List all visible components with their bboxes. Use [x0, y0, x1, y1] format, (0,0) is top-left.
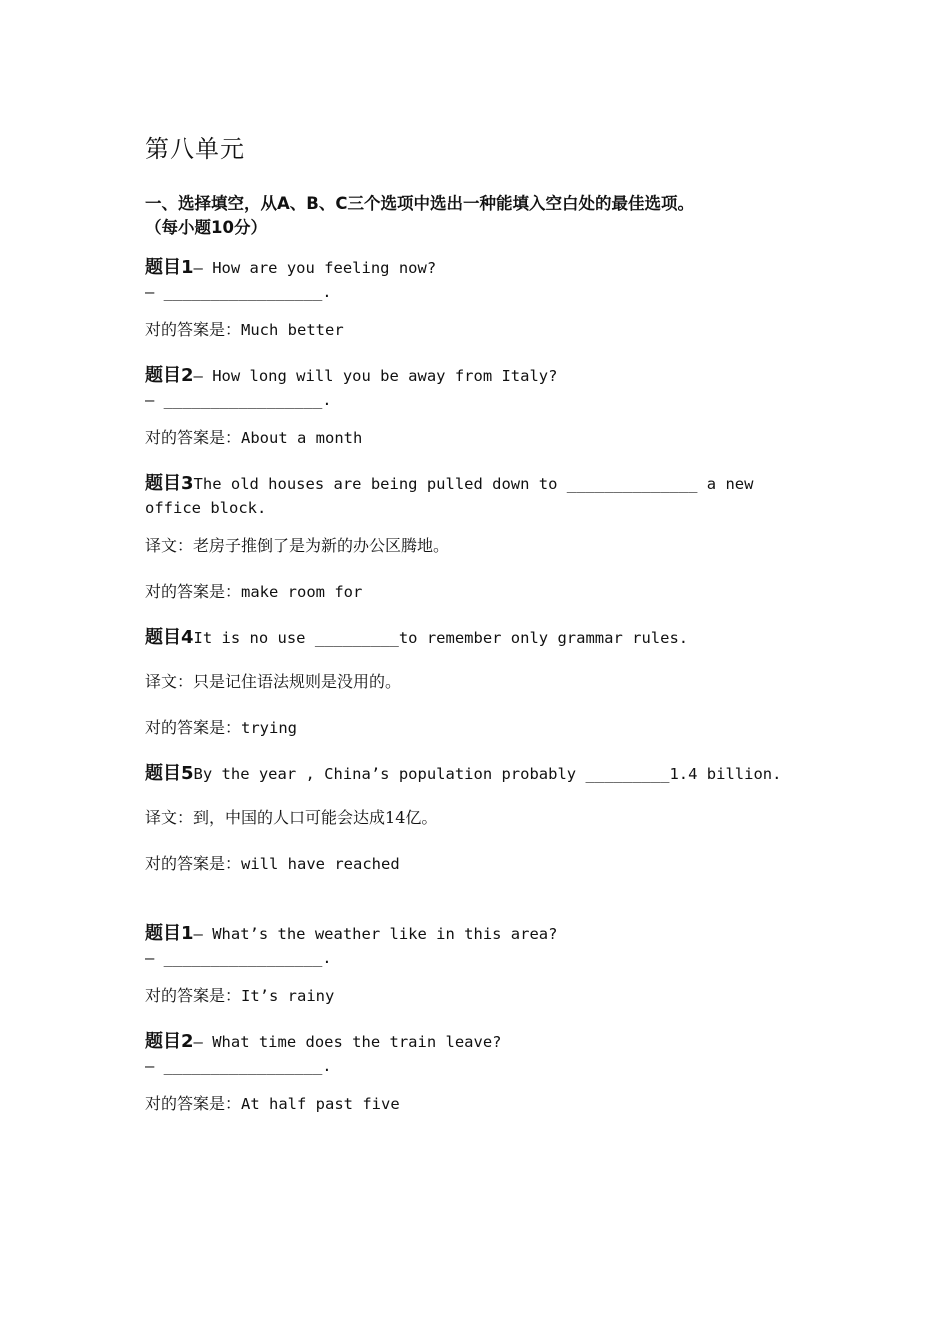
answer-text: will have reached: [241, 855, 400, 873]
question-text: — How are you feeling now?: [193, 259, 437, 277]
translation-prefix: 译文：: [145, 536, 194, 555]
answer-text: make room for: [241, 583, 363, 601]
answer-line: [145, 426, 825, 450]
section-heading-line1: 一、选择填空，从A、B、C三个选项中选出一种能填入空白处的最佳选项。: [145, 194, 694, 213]
question-text: By the year , China’s population probably _________1.4 billion.: [193, 765, 782, 783]
question-line: [145, 256, 825, 280]
question-label: 题目1: [145, 257, 194, 278]
translation-line: [145, 806, 825, 830]
question-text: — What time does the train leave?: [193, 1033, 502, 1051]
section-gap: [145, 898, 825, 922]
question-block: [145, 922, 825, 970]
question-text: — How long will you be away from Italy?: [193, 367, 558, 385]
translation-line: [145, 670, 825, 694]
question-label: 题目2: [145, 1031, 194, 1052]
question-blank-line: — _________________.: [145, 1057, 332, 1075]
translation-line: [145, 534, 825, 558]
question-line: [145, 364, 825, 388]
answer-prefix: 对的答案是：: [145, 428, 242, 447]
question-block: [145, 364, 825, 412]
translation-text: 老房子推倒了是为新的办公区腾地。: [193, 536, 450, 555]
answer-text: About a month: [241, 429, 363, 447]
question-line: [145, 472, 825, 496]
question-block: [145, 762, 825, 786]
answer-prefix: 对的答案是：: [145, 582, 242, 601]
question-label: 题目3: [145, 473, 194, 494]
section-heading: [145, 192, 825, 240]
question-label: 题目4: [145, 627, 194, 648]
document-page: [145, 132, 825, 1138]
answer-line: [145, 318, 825, 342]
answer-prefix: 对的答案是：: [145, 986, 242, 1005]
translation-text: 到，中国的人口可能会达成14亿。: [193, 808, 438, 827]
translation-text: 只是记住语法规则是没用的。: [193, 672, 402, 691]
question-text: It is no use _________to remember only grammar rules.: [193, 629, 689, 647]
question-block: [145, 1030, 825, 1078]
question-text-continued: office block.: [145, 499, 267, 517]
section-heading-line2: （每小题10分）: [145, 218, 267, 237]
answer-line: [145, 580, 825, 604]
answer-line: [145, 1092, 825, 1116]
translation-prefix: 译文：: [145, 672, 194, 691]
answer-text: Much better: [241, 321, 344, 339]
question-block: [145, 472, 825, 520]
answer-text: trying: [241, 719, 298, 737]
question-label: 题目2: [145, 365, 194, 386]
translation-prefix: 译文：: [145, 808, 194, 827]
question-line: [145, 1030, 825, 1054]
answer-prefix: 对的答案是：: [145, 718, 242, 737]
question-block: [145, 626, 825, 650]
question-line: [145, 626, 825, 650]
answer-text: At half past five: [241, 1095, 400, 1113]
answer-prefix: 对的答案是：: [145, 854, 242, 873]
question-block: [145, 256, 825, 304]
question-label: 题目5: [145, 763, 194, 784]
answer-line: [145, 716, 825, 740]
question-line: [145, 922, 825, 946]
unit-title: 第八单元: [145, 135, 245, 163]
answer-line: [145, 852, 825, 876]
answer-prefix: 对的答案是：: [145, 1094, 242, 1113]
question-blank-line: — _________________.: [145, 391, 332, 409]
question-line: [145, 762, 825, 786]
question-text: — What’s the weather like in this area?: [193, 925, 558, 943]
answer-text: It’s rainy: [241, 987, 335, 1005]
answer-line: [145, 984, 825, 1008]
question-label: 题目1: [145, 923, 194, 944]
question-text: The old houses are being pulled down to ______________ a new: [193, 475, 754, 493]
question-blank-line: — _________________.: [145, 283, 332, 301]
answer-prefix: 对的答案是：: [145, 320, 242, 339]
question-blank-line: — _________________.: [145, 949, 332, 967]
